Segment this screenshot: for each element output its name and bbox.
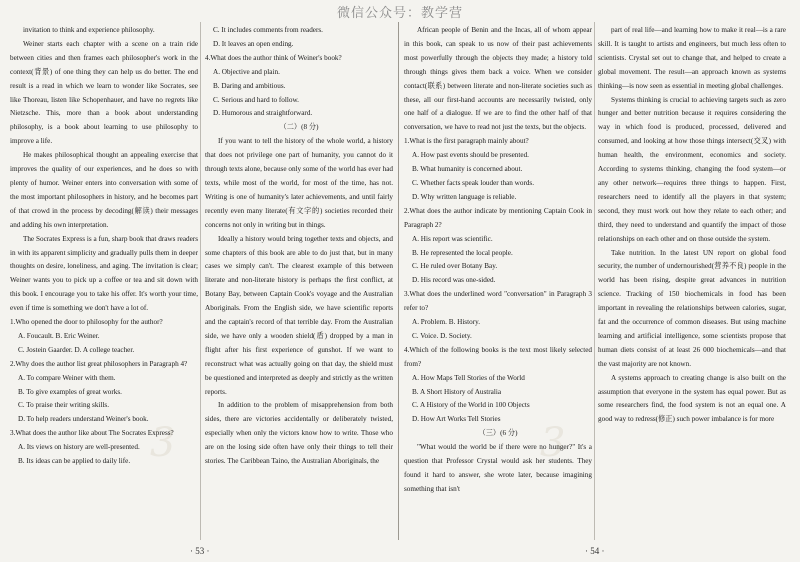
option: A. Objective and plain. [213,67,280,76]
question: 4.What does the author think of Weiner's book? [205,53,342,62]
option: A. How Maps Tell Stories of the World [412,373,525,382]
option: A. Its views on history are well-presented. [18,443,140,452]
page-divider [398,22,399,540]
paragraph: If you want to tell the history of the whole world, a history that does not privilege one part of humanity, you cannot do it through texts alone, because only some of the world has ever had texts, while most of the world, for most of the time, has not. Writing is one of humanity's later achievements, and until fairly recently even many literate(有文字的) societies recorded their concerns not only in writing but in things. [205,137,393,229]
paragraph: In addition to the problem of misapprehension from both sides, there are victories accidentally or deliberately twisted, especially when only the victors know how to write. Those who are on the losing side often have only their things to tell their stories. The Caribbean Taino, the Australian Aboriginals, the [205,401,393,466]
paragraph: "What would the world be if there were no hunger?" It's a question that Professor Crystal would ask her students. They found it hard to answer, she wrote later, because imagining something that isn't [404,443,592,493]
option: D. It leaves an open ending. [213,39,294,48]
option: A. To compare Weiner with them. [18,373,116,382]
watermark-text: 微信公众号：教学营 [336,6,463,21]
paragraph: Weiner starts each chapter with a scene on a train ride between cities and then frames each philosopher's work in the context(背景) of one thing they can help us do better. The end result is a read in which we learn to wonder like Socrates, see like Thoreau, listen like Schopenhauer, and have no regrets like Nietzsche. This, more than a book about understanding philosophy, is a book about learning to use philosophy to improve a life. [10,39,198,146]
column-1 [10,24,198,469]
paragraph: invitation to think and experience philosophy. [22,26,155,34]
question: 1.What is the first paragraph mainly about? [404,137,529,146]
column-2 [205,24,393,469]
option: B. He represented the local people. [412,248,513,257]
option: C. It includes comments from readers. [213,26,323,34]
option: C. He ruled over Botany Bay. [412,262,498,271]
option: C. Whether facts speak louder than words. [412,178,535,187]
question: 2.Why does the author list great philosophers in Paragraph 4? [10,359,188,368]
paragraph: The Socrates Express is a fun, sharp book that draws readers in with its apparent simplicity and gradually pulls them in deeper thoughts on desire, loneliness, and aging. The invitation is clear; Weiner wants you to pick up a coffee or tea and sit down with this book. I encourage you to take his offer. It's worth your time, even if time is something we don't have a lot of. [10,234,198,313]
paragraph: Take nutrition. In the latest UN report on global food security, the number of undernourished(营养不良) people in the world has been rising, despite great advances in nutrition science. Tracking of 150 biochemicals in food has been important in revealing the relationships between calories, sugar, fat and the occurrence of common diseases. But using machine learning and artificial intelligence, some scientists propose that human diets consist of at least 26 000 biochemicals—and that the vast majority are not known. [598,248,786,368]
option: C. Serious and hard to follow. [213,95,299,104]
option: B. To give examples of great works. [18,387,122,396]
question: 3.What does the underlined word "conversation" in Paragraph 3 refer to? [404,290,592,313]
page-number-left: · 53 · [190,546,210,556]
column-4 [598,24,786,427]
option: B. Daring and ambitious. [213,81,286,90]
option: A. Problem. B. History. [412,318,481,327]
section-heading: （三）(6 分) [478,429,518,438]
column-3 [404,24,592,497]
watermark-logo: 3 [540,420,566,466]
paragraph: He makes philosophical thought an appealing exercise that improves the quality of our experiences, and he does so with plenty of humor. Weiner enters into conversation with some of the most important philosophers in history, and he becomes part of that crowd in the process by decoding(解读) their messages and adding his own interpretation. [10,151,198,229]
option: C. A History of the World in 100 Objects [412,401,530,410]
option: D. His record was one-sided. [412,276,496,285]
question: 4.Which of the following books is the text most likely selected from? [404,345,592,368]
option: B. A Short History of Australia [412,387,502,396]
question: 1.Who opened the door to philosophy for the author? [10,318,163,327]
column-divider [200,22,201,540]
option: B. What humanity is concerned about. [412,165,523,174]
option: C. Jostein Gaarder. D. A college teacher. [18,345,135,354]
option: A. His report was scientific. [412,234,493,243]
column-divider [594,22,595,540]
option: D. To help readers understand Weiner's book. [18,415,149,424]
question: 3.What does the author like about The Socrates Express? [10,429,174,438]
question: 2.What does the author indicate by mentioning Captain Cook in Paragraph 2? [404,206,592,229]
paragraph: African people of Benin and the Incas, all of whom appear in this book, can speak to us now of their past achievements most powerfully through the objects they made; a history told through things gives them back a voice. When we consider contact(联系) between literate and non-literate societies such as these, all our first-hand accounts are necessarily twisted, only one half of a dialogue. If we are to find the other half of that conversation, we have to read not just the texts, but the objects. [404,26,592,132]
page-number-right: · 54 · [585,546,605,556]
option: D. How Art Works Tell Stories [412,415,501,424]
option: A. Foucault. B. Eric Weiner. [18,331,100,340]
paragraph: Systems thinking is crucial to achieving targets such as zero hunger and better nutrition because it requires considering the way in which food is produced, processed, delivered and consumed, and looking at how those things intersect(交叉) with human health, the environment, economics and society. According to systems thinking, changing the food system—or any other network—requires three things to happen. First, researchers need to identify all the players in that system; second, they must work out how they relate to each other; and third, they need to understand and quantify the impact of those relationships on each other and on those outside the system. [598,95,786,243]
paragraph: Ideally a history would bring together texts and objects, and some chapters of this book are able to do just that, but in many cases we simply can't. The clearest example of this between literate and non-literate history is perhaps the first conflict, at Botany Bay, between Captain Cook's voyage and the Australian Aboriginals. From the English side, we have scientific reports and the captain's record of that terrible day. From the Australian side, we have only a wooden shield(盾) dropped by a man in flight after his first experience of gunshot. If we want to reconstruct what was actually going on that day, the shield must be questioned and interpreted as deeply and strictly as the written reports. [205,234,394,396]
watermark-logo: 3 [150,420,176,466]
paragraph: A systems approach to creating change is also built on the assumption that everyone in the system has equal power. But as some researchers find, the food system is not an equal one. A good way to redress(修正) such power imbalance is for more [598,373,786,424]
paragraph: part of real life—and learning how to make it real—is a rare skill. It is taught to artists and engineers, but much less often to scientists. Crystal set out to change that, and helped to create a global movement. The result—an approach known as systems thinking—is now seen as essential in meeting global challenges. [598,26,786,90]
option: B. Its ideas can be applied to daily life. [18,457,131,466]
option: C. To praise their writing skills. [18,401,109,410]
option: D. Why written language is reliable. [412,192,517,201]
option: D. Humorous and straightforward. [213,109,313,118]
option: C. Voice. D. Society. [412,331,472,340]
option: A. How past events should be presented. [412,151,529,160]
section-heading: （二）(8 分) [279,123,319,132]
